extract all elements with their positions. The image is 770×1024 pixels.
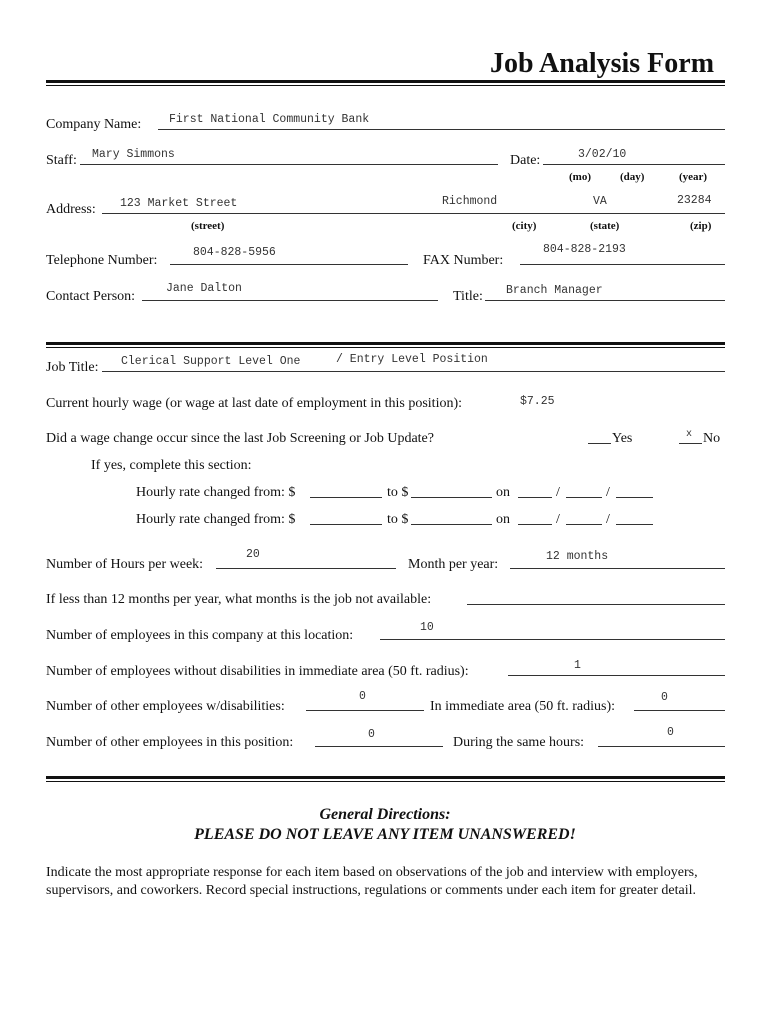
to-label-2: to $ [387,512,409,527]
company-value: First National Community Bank [169,113,370,126]
date-label: Date: [510,153,541,168]
state-caption: (state) [590,220,620,232]
street-value: 123 Market Street [120,197,238,210]
directions-heading: General Directions: [319,806,451,823]
address-label: Address: [46,202,96,217]
phone-field[interactable] [170,264,408,265]
date-day-field-1[interactable] [566,497,602,498]
company-label: Company Name: [46,117,142,132]
date-day-caption: (day) [620,171,645,183]
slash-1b: / [606,485,610,500]
staff-label: Staff: [46,153,77,168]
date-year-field-2[interactable] [616,524,653,525]
rate-from-label-2: Hourly rate changed from: $ [136,512,296,527]
directions-subheading: PLEASE DO NOT LEAVE ANY ITEM UNANSWERED! [194,826,576,843]
title-rule [46,80,725,83]
employees-location-field[interactable] [380,639,725,640]
other-position-label: Number of other employees in this position: [46,735,294,750]
employees-nodis-value: 1 [574,659,581,672]
employees-location-value: 10 [420,621,434,634]
staff-value: Mary Simmons [92,148,175,161]
fax-field[interactable] [520,264,725,265]
date-year-field-1[interactable] [616,497,653,498]
directions-body: Indicate the most appropriate response for each item based on observations of the job and interview with employers, supervisors, and coworkers. Record special instructions, regulations or comments under each item for greater detail. [46,865,698,898]
rate-to-field-2[interactable] [411,524,492,525]
phone-label: Telephone Number: [46,253,158,268]
wage-value: $7.25 [520,395,555,408]
other-dis-value: 0 [359,690,366,703]
other-position-value: 0 [368,728,375,741]
immediate-label: In immediate area (50 ft. radius): [430,699,616,714]
slash-1a: / [556,485,560,500]
other-position-field[interactable] [315,746,443,747]
no-label: No [703,431,721,446]
slash-2b: / [606,512,610,527]
date-mo-field-2[interactable] [518,524,552,525]
date-field[interactable] [543,164,725,165]
unavailable-label: If less than 12 months per year, what months is the job not available: [46,592,432,607]
title-value: Branch Manager [506,284,603,297]
no-checkbox[interactable] [679,443,702,444]
title-field[interactable] [485,300,725,301]
months-field[interactable] [510,568,725,569]
street-caption: (street) [191,220,225,232]
job-title-label: Job Title: [46,360,99,375]
wage-label: Current hourly wage (or wage at last date of employment in this position): [46,396,463,411]
same-hours-field[interactable] [598,746,725,747]
months-value: 12 months [546,550,609,563]
rate-to-field-1[interactable] [411,497,492,498]
hours-label: Number of Hours per week: [46,557,204,572]
page-title: Job Analysis Form [490,48,715,79]
yes-label: Yes [612,431,633,446]
job-title-value-1: Clerical Support Level One [121,355,301,368]
if-yes-label: If yes, complete this section: [91,458,252,473]
zip-value: 23284 [677,194,712,207]
date-year-caption: (year) [679,171,708,183]
state-value: VA [593,195,607,208]
same-hours-value: 0 [667,726,674,739]
contact-field[interactable] [142,300,438,301]
rate-from-label-1: Hourly rate changed from: $ [136,485,296,500]
employees-nodis-label: Number of employees without disabilities in immediate area (50 ft. radius): [46,664,469,679]
job-title-value-2: / Entry Level Position [336,353,488,366]
employees-location-label: Number of employees in this company at this location: [46,628,354,643]
slash-2a: / [556,512,560,527]
same-hours-label: During the same hours: [453,735,585,750]
hours-value: 20 [246,548,260,561]
title-label: Title: [453,289,483,304]
fax-label: FAX Number: [423,253,504,268]
wage-change-label: Did a wage change occur since the last Job Screening or Job Update? [46,431,434,446]
yes-checkbox[interactable] [588,443,611,444]
employees-nodis-field[interactable] [508,675,725,676]
rate-from-field-1[interactable] [310,497,382,498]
unavailable-field[interactable] [467,604,725,605]
months-label: Month per year: [408,557,499,572]
on-label-2: on [496,512,510,527]
section-rule-2 [46,776,725,779]
on-label-1: on [496,485,510,500]
section-rule-2-thin [46,781,725,782]
hours-field[interactable] [216,568,396,569]
date-value: 3/02/10 [578,148,627,161]
to-label-1: to $ [387,485,409,500]
job-title-field[interactable] [102,371,725,372]
immediate-value: 0 [661,691,668,704]
other-dis-label: Number of other employees w/disabilities: [46,699,285,714]
immediate-field[interactable] [634,710,725,711]
contact-value: Jane Dalton [166,282,242,295]
section-rule-thin [46,347,725,348]
staff-field[interactable] [80,164,498,165]
address-field[interactable] [102,213,725,214]
date-mo-field-1[interactable] [518,497,552,498]
fax-value: 804-828-2193 [543,243,626,256]
zip-caption: (zip) [690,220,712,232]
city-caption: (city) [512,220,537,232]
company-field[interactable] [158,129,725,130]
city-value: Richmond [442,195,498,208]
other-dis-field[interactable] [306,710,424,711]
rate-from-field-2[interactable] [310,524,382,525]
phone-value: 804-828-5956 [193,246,276,259]
date-mo-caption: (mo) [569,171,591,183]
date-day-field-2[interactable] [566,524,602,525]
section-rule [46,342,725,345]
contact-label: Contact Person: [46,289,136,304]
title-rule-thin [46,85,725,86]
no-mark: x [686,429,693,440]
